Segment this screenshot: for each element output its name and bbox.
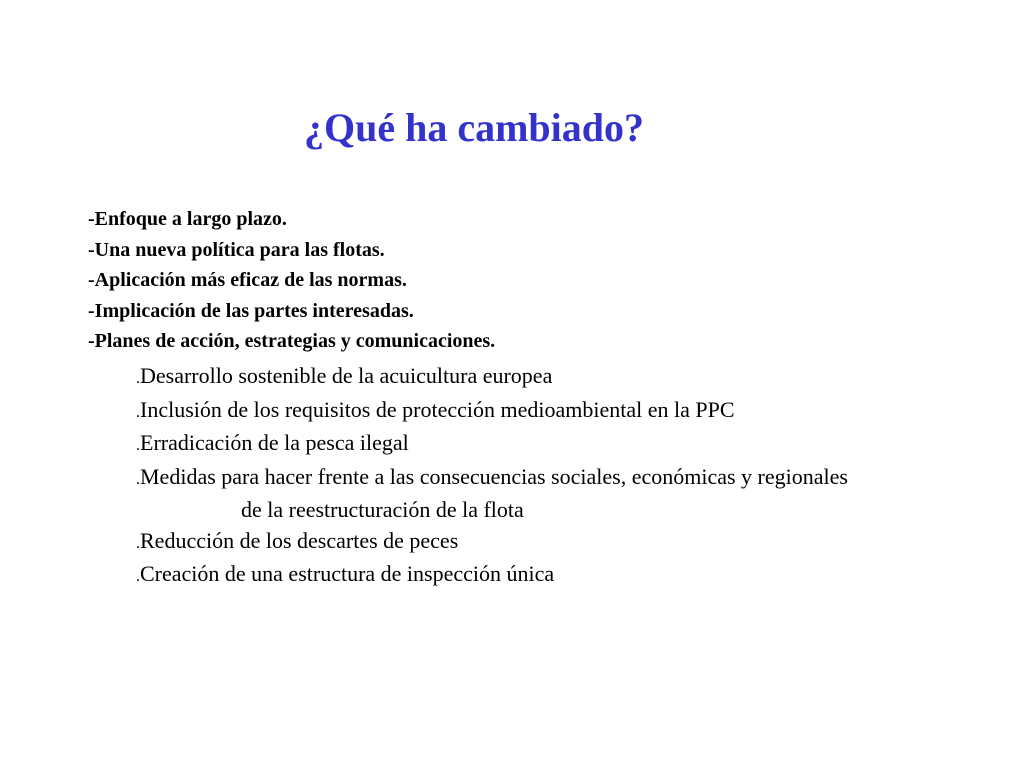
sub-point-marker: . (136, 370, 140, 387)
sub-point (136, 462, 848, 496)
sub-point-list (136, 361, 848, 593)
sub-point-text: Erradicación de la pesca ilegal (140, 430, 409, 455)
sub-point-marker: . (136, 437, 140, 454)
main-point: -Enfoque a largo plazo. (88, 208, 287, 230)
sub-point (136, 428, 848, 462)
sub-point (136, 559, 848, 593)
sub-point (136, 526, 848, 560)
main-point: -Una nueva política para las flotas. (88, 238, 385, 261)
sub-point-text: Medidas para hacer frente a las consecuencias sociales, económicas y regionales (140, 463, 848, 489)
slide-title: ¿Qué ha cambiado? (303, 105, 645, 150)
main-point-list (88, 204, 495, 357)
sub-point-text: Reducción de los descartes de peces (140, 527, 459, 553)
sub-point (136, 361, 848, 395)
sub-point-text: de la reestructuración de la flota (241, 497, 524, 522)
main-point: -Implicación de las partes interesadas. (88, 299, 414, 322)
sub-point-continuation (136, 495, 848, 526)
sub-point-marker: . (136, 568, 140, 585)
main-point: -Aplicación más eficaz de las normas. (88, 269, 407, 291)
sub-point-marker: . (136, 534, 140, 552)
sub-point-text: Creación de una estructura de inspección única (140, 561, 555, 586)
sub-point (136, 395, 848, 429)
sub-point-text: Inclusión de los requisitos de protección medioambiental en la PPC (140, 396, 735, 422)
sub-point-text: Desarrollo sostenible de la acuicultura europea (140, 363, 553, 388)
sub-point-marker: . (136, 470, 140, 488)
sub-point-marker: . (136, 403, 140, 421)
main-point: -Planes de acción, estrategias y comunicaciones. (88, 330, 496, 352)
